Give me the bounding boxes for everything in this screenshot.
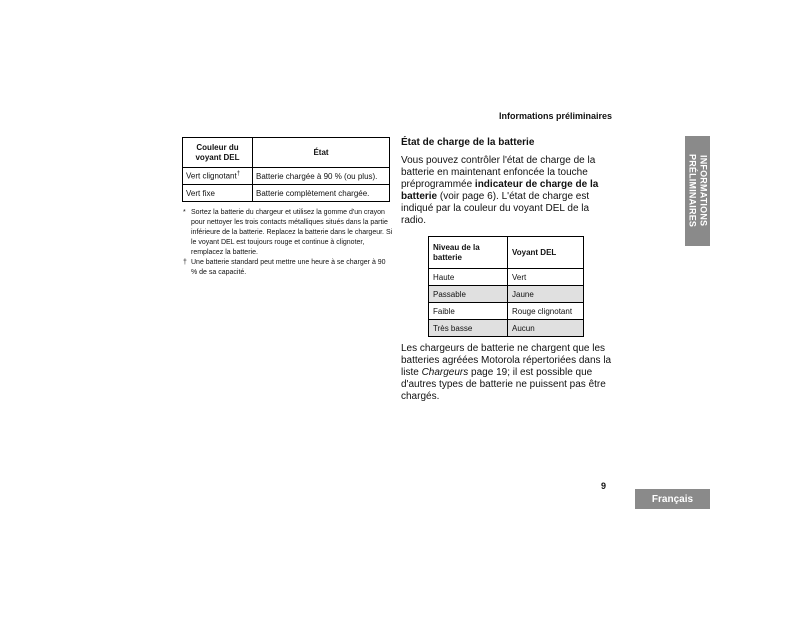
table-row bbox=[183, 168, 390, 185]
table2-header-level: Niveau de la batterie bbox=[429, 237, 508, 269]
table-row bbox=[429, 269, 584, 286]
footnote-mark: * bbox=[183, 209, 186, 216]
table1-header-state: État bbox=[253, 138, 390, 168]
page-number: 9 bbox=[600, 481, 606, 491]
paragraph-battery-check bbox=[401, 155, 613, 227]
para1-text: Vous pouvez contrôler l'état de charge de la batterie en maintenant enfoncée la touche préprogrammée bbox=[401, 155, 596, 190]
table2-cell: Rouge clignotant bbox=[508, 303, 584, 320]
footnote-mark: † bbox=[183, 259, 187, 266]
side-tab-line2: PRÉLIMINAIRES bbox=[687, 154, 698, 228]
table2-header-led: Voyant DEL bbox=[508, 237, 584, 269]
led-status-table bbox=[182, 137, 390, 202]
table-row bbox=[429, 286, 584, 303]
table-row bbox=[429, 320, 584, 337]
table2-cell: Jaune bbox=[508, 286, 584, 303]
table1-cell: Vert fixe bbox=[183, 185, 253, 202]
table-row bbox=[183, 185, 390, 202]
footnote bbox=[183, 208, 393, 258]
table1-cell bbox=[183, 168, 253, 185]
section-side-tab bbox=[685, 136, 710, 246]
battery-level-table bbox=[428, 236, 584, 337]
footnote-text: Sortez la batterie du chargeur et utilisez la gomme d'un crayon pour nettoyer les trois contacts métalliques situés dans la partie inférieure de la batterie. Replacez la batterie dans le chargeur. Si le voyant DEL est toujours rouge et continue à clignoter, remplacez la batterie. bbox=[191, 209, 393, 256]
chargers-reference: Chargeurs bbox=[421, 367, 469, 378]
table2-cell: Haute bbox=[429, 269, 508, 286]
running-header: Informations préliminaires bbox=[498, 111, 612, 121]
table2-cell: Passable bbox=[429, 286, 508, 303]
table2-cell: Faible bbox=[429, 303, 508, 320]
table1-cell: Batterie chargée à 90 % (ou plus). bbox=[253, 168, 390, 185]
section-title: État de charge de la batterie bbox=[401, 137, 535, 148]
footnote-text: Une batterie standard peut mettre une heure à se charger à 90 % de sa capacité. bbox=[191, 259, 386, 276]
para1-text-end: (voir page 6). L'état de charge est indiqué par la couleur du voyant DEL de la radio. bbox=[401, 191, 590, 226]
table1-header-led-color: Couleur du voyant DEL bbox=[183, 138, 253, 168]
para2-text: Les chargeurs de batterie ne chargent que les batteries agréées Motorola répertoriées dans la liste bbox=[401, 343, 612, 378]
para2-text-end: page 19; il est possible que d'autres types de batterie ne puissent pas être chargés. bbox=[401, 367, 606, 402]
side-tab-line1: INFORMATIONS bbox=[698, 155, 709, 227]
table2-cell: Aucun bbox=[508, 320, 584, 337]
table2-cell: Vert bbox=[508, 269, 584, 286]
footnotes bbox=[183, 208, 393, 278]
footnote-dagger-ref: † bbox=[236, 171, 241, 178]
table2-cell: Très basse bbox=[429, 320, 508, 337]
footnote bbox=[183, 258, 393, 278]
table1-cell-text: Vert clignotant bbox=[186, 171, 237, 181]
table1-cell: Batterie complètement chargée. bbox=[253, 185, 390, 202]
para1-bold-key: indicateur de charge de la batterie bbox=[401, 179, 599, 202]
table-row bbox=[429, 303, 584, 320]
paragraph-chargers bbox=[401, 343, 613, 403]
language-tab: Français bbox=[635, 489, 710, 509]
